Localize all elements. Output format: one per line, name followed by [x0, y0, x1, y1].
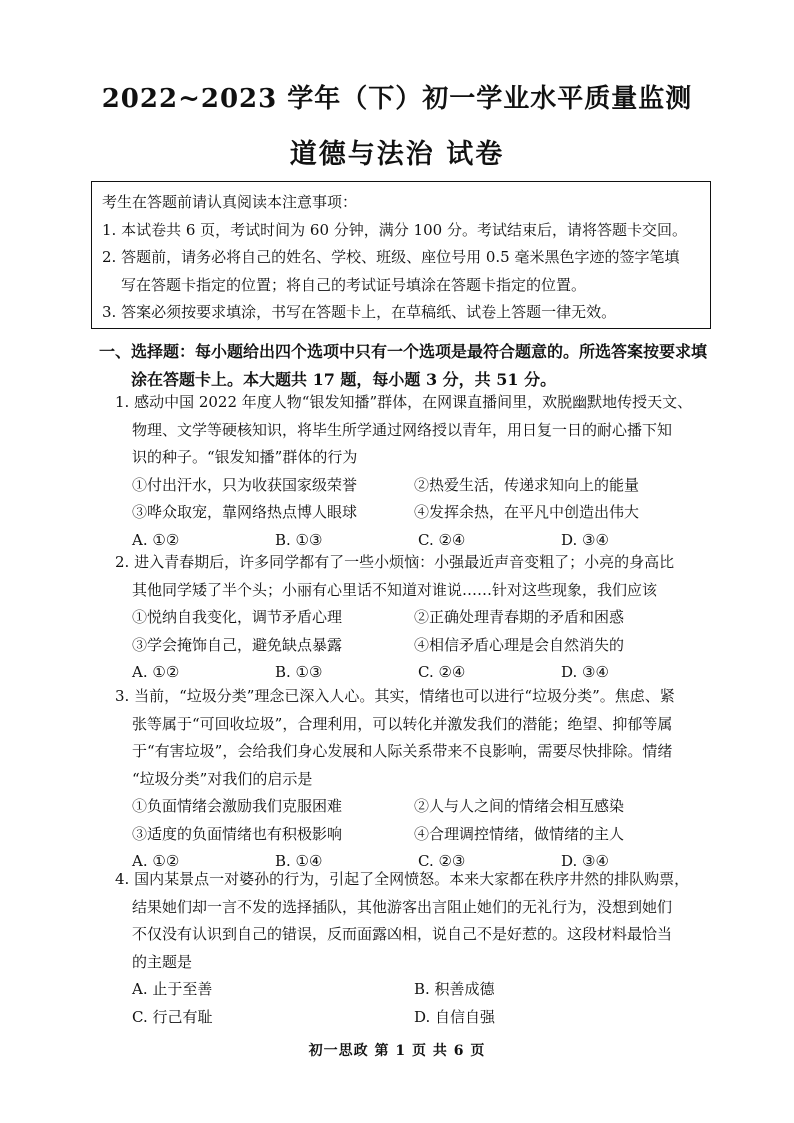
option-c: C. ②④ — [418, 663, 466, 681]
question-stem: 不仅没有认识到自己的错误，反而面露凶相，说自己不是好惹的。这段材料最恰当 — [132, 925, 673, 943]
notice-item-2: 2. 答题前，请务必将自己的姓名、学校、班级、座位号用 0.5 毫米黑色字迹的签字笔填 — [102, 248, 680, 266]
question-3 — [115, 683, 715, 876]
exam-title: 2022~2023 学年（下）初一学业水平质量监测 — [101, 84, 693, 114]
statement-1: ①付出汗水，只为收获国家级荣誉 — [132, 475, 358, 494]
statement-3: ③适度的负面情绪也有积极影响 — [132, 824, 343, 843]
statement-2: ②人与人之间的情绪会相互感染 — [414, 797, 625, 815]
notice-item-3: 3. 答案必须按要求填涂，书写在答题卡上，在草稿纸、试卷上答题一律无效。 — [102, 303, 617, 321]
option-c: C. ②④ — [418, 530, 466, 549]
option-a: A. ①② — [132, 530, 180, 549]
option-b: B. ①③ — [275, 663, 323, 681]
question-stem: 张等属于“可回收垃圾”，合理利用，可以转化并激发我们的潜能；绝望、抑郁等属 — [132, 714, 673, 733]
question-stem: 结果她们却一言不发的选择插队，其他游客出言阻止她们的无礼行为，没想到她们 — [132, 897, 673, 916]
option-c: C. 行己有耻 — [132, 1007, 213, 1026]
question-stem: 的主题是 — [132, 952, 193, 971]
notice-item-2-cont: 写在答题卡指定的位置；将自己的考试证号填涂在答题卡指定的位置。 — [121, 275, 587, 294]
option-d: D. ③④ — [561, 852, 609, 870]
section-heading-line-1: 一、选择题：每小题给出四个选项中只有一个选项是最符合题意的。所选答案按要求填 — [99, 342, 708, 361]
option-a: A. ①② — [132, 852, 180, 870]
question-stem: 2. 进入青春期后，许多同学都有了一些小烦恼：小强最近声音变粗了；小亮的身高比 — [115, 553, 675, 571]
question-1 — [115, 389, 715, 554]
option-d: D. ③④ — [561, 663, 609, 681]
notice-intro: 考生在答题前请认真阅读本注意事项： — [102, 193, 358, 211]
notice-box — [91, 181, 711, 329]
option-b: B. ①③ — [275, 530, 323, 549]
question-stem: “垃圾分类”对我们的启示是 — [132, 769, 313, 788]
statement-2: ②热爱生活，传递求知向上的能量 — [414, 475, 640, 494]
statement-1: ①负面情绪会激励我们克服困难 — [132, 797, 343, 815]
page-footer: 初一思政 第 1 页 共 6 页 — [308, 1043, 486, 1059]
question-stem: 4. 国内某景点一对婆孙的行为，引起了全网愤怒。本来大家都在秩序井然的排队购票， — [115, 870, 690, 888]
statement-1: ①悦纳自我变化，调节矛盾心理 — [132, 608, 343, 626]
section-heading — [99, 338, 709, 394]
option-c: C. ②③ — [418, 852, 466, 870]
option-d: D. ③④ — [561, 530, 609, 549]
notice-item-1: 1. 本试卷共 6 页，考试时间为 60 分钟，满分 100 分。考试结束后，请将答题卡交回。 — [102, 220, 687, 239]
statement-2: ②正确处理青春期的矛盾和困惑 — [414, 608, 625, 626]
question-4 — [115, 866, 715, 1031]
option-a: A. 止于至善 — [132, 980, 213, 998]
question-stem: 识的种子。“银发知播”群体的行为 — [132, 448, 358, 466]
question-2 — [115, 549, 715, 687]
statement-3: ③学会掩饰自己，避免缺点暴露 — [132, 635, 343, 654]
statement-4: ④发挥余热，在平凡中创造出伟大 — [414, 503, 640, 521]
statement-4: ④合理调控情绪，做情绪的主人 — [414, 824, 625, 843]
question-stem: 3. 当前，“垃圾分类”理念已深入人心。其实，情绪也可以进行“垃圾分类”。焦虑、紧 — [115, 687, 675, 705]
section-heading-line-2: 涂在答题卡上。本大题共 17 题，每小题 3 分，共 51 分。 — [131, 370, 557, 389]
option-d: D. 自信自强 — [414, 1007, 496, 1026]
option-b: B. 积善成德 — [414, 980, 495, 998]
statement-3: ③哗众取宠，靠网络热点博人眼球 — [132, 503, 358, 521]
exam-subject-title: 道德与法治 试卷 — [289, 139, 505, 170]
option-b: B. ①④ — [275, 852, 323, 870]
question-stem: 于“有害垃圾”，会给我们身心发展和人际关系带来不良影响，需要尽快排除。情绪 — [132, 742, 673, 760]
option-a: A. ①② — [132, 663, 180, 681]
statement-4: ④相信矛盾心理是会自然消失的 — [414, 635, 625, 654]
question-stem: 1. 感动中国 2022 年度人物“银发知播”群体，在网课直播间里，欢脱幽默地传授天文、 — [115, 393, 693, 411]
question-stem: 其他同学矮了半个头；小丽有心里话不知道对谁说……针对这些现象，我们应该 — [132, 580, 658, 599]
question-stem: 物理、文学等硬核知识，将毕生所学通过网络授以青年，用日复一日的耐心播下知 — [132, 420, 673, 439]
